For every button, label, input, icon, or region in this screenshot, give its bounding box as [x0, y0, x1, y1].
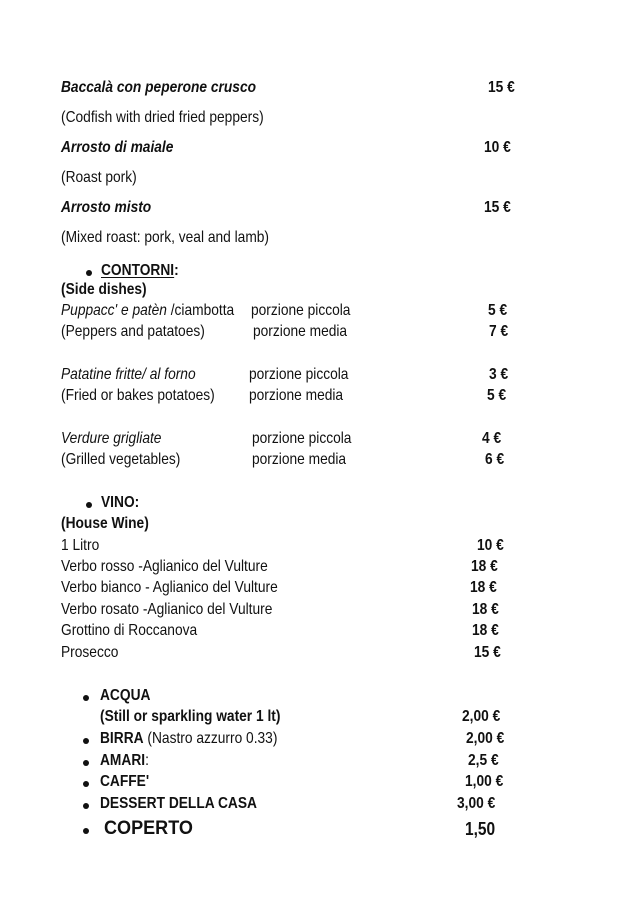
portion-label: porzione media: [249, 387, 344, 404]
portion-price: 7 €: [489, 323, 509, 340]
wine-name: Verbo bianco - Aglianico del Vulture: [61, 579, 278, 596]
portion-label: porzione piccola: [249, 366, 349, 383]
wine-name: Grottino di Roccanova: [61, 622, 198, 639]
extra-price: 1,50: [465, 819, 496, 839]
dish-price: 15 €: [484, 199, 511, 216]
side-dish-name: Puppacc' e patèn /ciambotta: [61, 302, 235, 319]
wine-price: 18 €: [471, 558, 498, 575]
section-subheading: (Side dishes): [61, 281, 147, 298]
section-subheading: (House Wine): [61, 515, 149, 532]
extra-item: AMARI:: [100, 752, 149, 769]
portion-label: porzione piccola: [252, 430, 352, 447]
side-dish-description: (Fried or bakes potatoes): [61, 387, 215, 404]
section-heading: CONTORNI:: [101, 262, 179, 279]
bullet-icon: [83, 803, 89, 809]
dish-description: (Mixed roast: pork, veal and lamb): [61, 229, 270, 246]
extra-note: (Still or sparkling water 1 lt): [100, 708, 281, 725]
dish-price: 10 €: [484, 139, 511, 156]
wine-price: 18 €: [470, 579, 497, 596]
bullet-icon: [83, 781, 89, 787]
wine-price: 15 €: [474, 644, 501, 661]
bullet-icon: [86, 502, 92, 508]
wine-name: Prosecco: [61, 644, 119, 661]
portion-price: 5 €: [487, 387, 507, 404]
bullet-icon: [83, 828, 89, 834]
side-dish-description: (Grilled vegetables): [61, 451, 181, 468]
extra-price: 3,00 €: [457, 795, 496, 812]
bullet-icon: [83, 738, 89, 744]
side-dish-description: (Peppers and patatoes): [61, 323, 205, 340]
dish-price: 15 €: [488, 79, 515, 96]
portion-label: porzione media: [252, 451, 347, 468]
extra-price: 2,00 €: [462, 708, 501, 725]
section-heading: VINO:: [101, 494, 140, 511]
extra-price: 2,5 €: [468, 752, 499, 769]
side-dish-name: Verdure grigliate: [61, 430, 162, 447]
portion-price: 4 €: [482, 430, 502, 447]
side-dish-name: Patatine fritte/ al forno: [61, 366, 196, 383]
bullet-icon: [86, 270, 92, 276]
portion-price: 5 €: [488, 302, 508, 319]
extra-name: CAFFE': [100, 773, 150, 790]
bullet-icon: [83, 695, 89, 701]
wine-name: Verbo rosso -Aglianico del Vulture: [61, 558, 268, 575]
dish-description: (Codfish with dried fried peppers): [61, 109, 264, 126]
portion-price: 6 €: [485, 451, 505, 468]
dish-description: (Roast pork): [61, 169, 137, 186]
wine-price: 18 €: [472, 622, 499, 639]
wine-name: 1 Litro: [61, 537, 100, 554]
extra-item: BIRRA (Nastro azzurro 0.33): [100, 730, 278, 747]
dish-name: Arrosto di maiale: [61, 139, 174, 156]
portion-price: 3 €: [489, 366, 509, 383]
extra-name: COPERTO: [104, 818, 193, 839]
extra-price: 2,00 €: [466, 730, 505, 747]
extra-name: DESSERT DELLA CASA: [100, 795, 257, 812]
portion-label: porzione piccola: [251, 302, 351, 319]
extra-name: ACQUA: [100, 687, 151, 704]
dish-name: Baccalà con peperone crusco: [61, 79, 257, 96]
portion-label: porzione media: [253, 323, 348, 340]
wine-price: 18 €: [472, 601, 499, 618]
wine-name: Verbo rosato -Aglianico del Vulture: [61, 601, 273, 618]
bullet-icon: [83, 760, 89, 766]
extra-price: 1,00 €: [465, 773, 504, 790]
wine-price: 10 €: [477, 537, 504, 554]
dish-name: Arrosto misto: [61, 199, 152, 216]
